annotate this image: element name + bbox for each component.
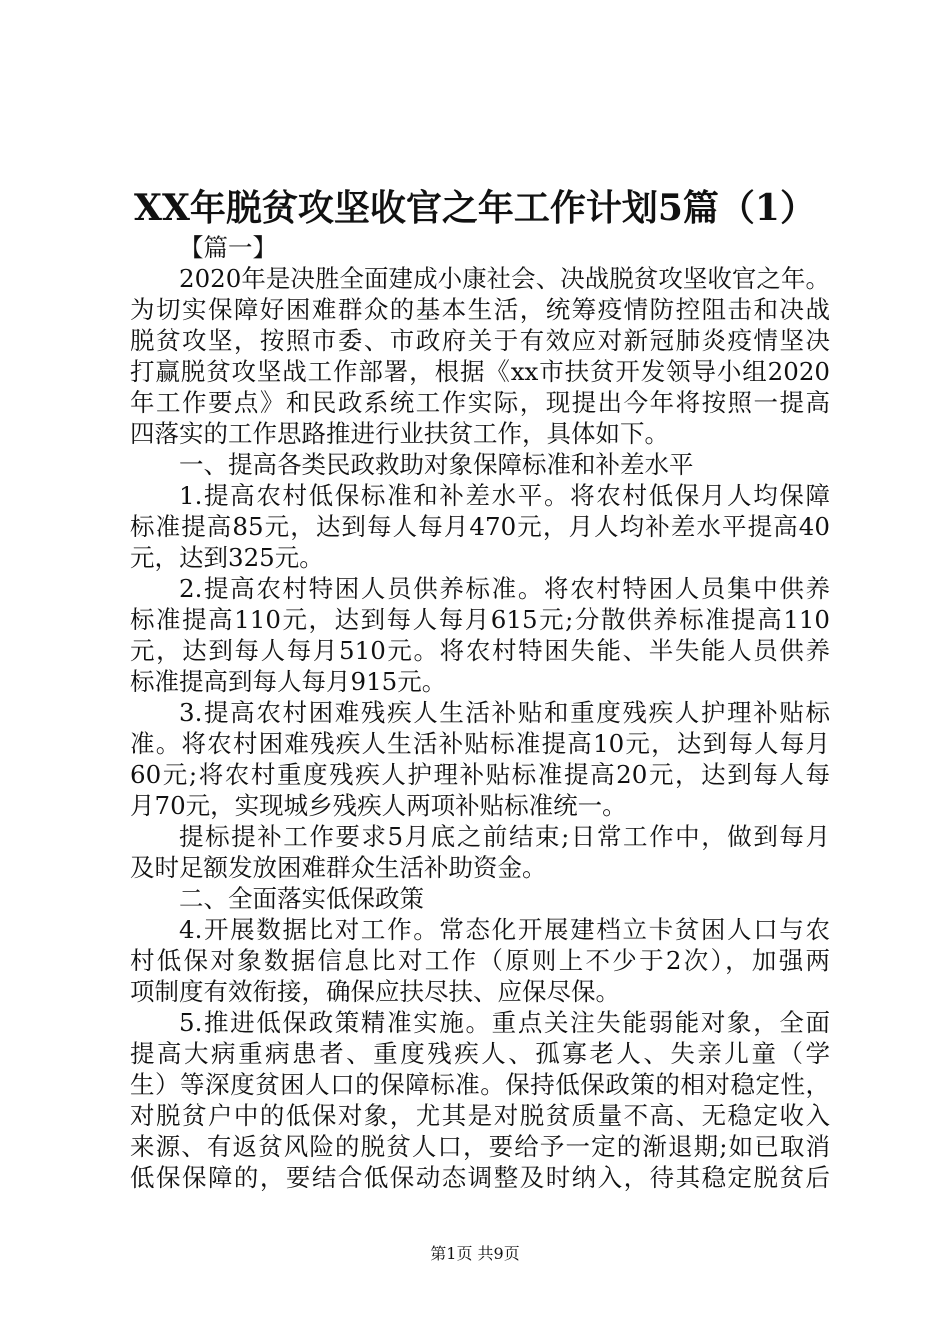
text-line: 元，达到325元。 — [130, 543, 324, 572]
text-line: 4.开展数据比对工作。常态化开展建档立卡贫困人口与农 — [179, 915, 830, 944]
text-line: 一、提高各类民政救助对象保障标准和补差水平 — [179, 450, 694, 479]
text-line: 准。将农村困难残疾人生活补贴标准提高10元，达到每人每月 — [130, 729, 830, 758]
text-line: 2020年是决胜全面建成小康社会、决战脱贫攻坚收官之年。 — [179, 264, 830, 293]
text-line: 生）等深度贫困人口的保障标准。保持低保政策的相对稳定性， — [130, 1070, 830, 1099]
text-line: 低保保障的，要结合低保动态调整及时纳入，待其稳定脱贫后 — [130, 1163, 830, 1192]
text-line: 提标提补工作要求5月底之前结束;日常工作中，做到每月 — [179, 822, 830, 851]
text-line: 为切实保障好困难群众的基本生活，统筹疫情防控阻击和决战 — [130, 295, 830, 324]
document-title: XX年脱贫攻坚收官之年工作计划5篇（1） — [134, 187, 816, 229]
text-line: 提高大病重病患者、重度残疾人、孤寡老人、失亲儿童（学 — [130, 1039, 830, 1068]
text-line: 二、全面落实低保政策 — [179, 884, 424, 913]
text-line: 来源、有返贫风险的脱贫人口，要给予一定的渐退期;如已取消 — [130, 1132, 830, 1161]
text-line: 脱贫攻坚，按照市委、市政府关于有效应对新冠肺炎疫情坚决 — [130, 326, 830, 355]
text-line: 5.推进低保政策精准实施。重点关注失能弱能对象，全面 — [179, 1008, 830, 1037]
text-line: 月70元，实现城乡残疾人两项补贴标准统一。 — [130, 791, 627, 820]
text-line: 年工作要点》和民政系统工作实际，现提出今年将按照一提高 — [130, 388, 830, 417]
text-line: 项制度有效衔接，确保应扶尽扶、应保尽保。 — [130, 977, 620, 1006]
text-line: 1.提高农村低保标准和补差水平。将农村低保月人均保障 — [179, 481, 830, 510]
text-line: 标准提高110元，达到每人每月615元;分散供养标准提高110 — [130, 605, 830, 634]
page-footer: 第1页 共9页 — [430, 1244, 520, 1263]
text-line: 元，达到每人每月510元。将农村特困失能、半失能人员供养 — [130, 636, 830, 665]
text-line: 标准提高到每人每月915元。 — [130, 667, 447, 696]
text-line: 3.提高农村困难残疾人生活补贴和重度残疾人护理补贴标 — [179, 698, 830, 727]
text-line: 对脱贫户中的低保对象，尤其是对脱贫质量不高、无稳定收入 — [130, 1101, 830, 1130]
text-line: 60元;将农村重度残疾人护理补贴标准提高20元，达到每人每 — [130, 760, 830, 789]
text-line: 四落实的工作思路推进行业扶贫工作，具体如下。 — [130, 419, 669, 448]
text-line: 【篇一】 — [179, 233, 277, 262]
document-body — [130, 232, 830, 1193]
text-line: 及时足额发放困难群众生活补助资金。 — [130, 853, 547, 882]
text-line: 村低保对象数据信息比对工作（原则上不少于2次），加强两 — [130, 946, 830, 975]
text-line: 2.提高农村特困人员供养标准。将农村特困人员集中供养 — [179, 574, 830, 603]
text-line: 打赢脱贫攻坚战工作部署，根据《xx市扶贫开发领导小组2020 — [130, 357, 830, 386]
text-line: 标准提高85元，达到每人每月470元，月人均补差水平提高40 — [130, 512, 830, 541]
